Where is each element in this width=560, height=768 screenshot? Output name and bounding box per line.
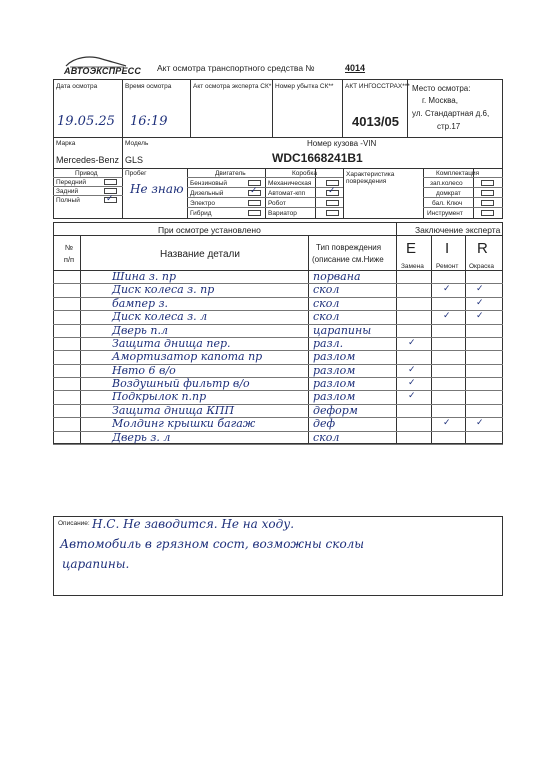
row-damage-type: скол	[313, 430, 340, 444]
kit-spare-wheel-checkbox[interactable]	[481, 180, 494, 186]
row-part-name: Диск колеса з. л	[112, 310, 208, 324]
col-r-subheader: Окраска	[469, 263, 494, 270]
drive-front-checkbox[interactable]	[104, 179, 117, 185]
gearbox-robot: Робот	[268, 200, 286, 207]
engine-electric: Электро	[190, 200, 215, 207]
row-damage-type: разлом	[313, 390, 356, 404]
row-check-r: ✓	[476, 297, 484, 308]
col-r-header: R	[477, 240, 488, 257]
place-line-2: ул. Стандартная д.6,	[412, 109, 490, 118]
place-line-1: г. Москва,	[422, 96, 458, 105]
row-damage-type: деформ	[313, 403, 358, 417]
drive-rear: Задний	[56, 188, 79, 195]
engine-hybrid: Гибрид	[190, 210, 212, 217]
row-part-name: Воздушный фильтр в/о	[112, 377, 250, 391]
company-logo	[60, 54, 142, 78]
description-line-3: царапины.	[62, 557, 130, 571]
row-part-name: Нвто 6 в/о	[112, 363, 176, 377]
col-i-header: I	[445, 240, 450, 257]
gearbox-cvt: Вариатор	[268, 210, 297, 217]
date-value: 19.05.25	[57, 114, 115, 129]
row-part-name: Диск колеса з. пр	[112, 283, 215, 297]
logo-text: АВТОЭКСПРЕСС	[64, 66, 142, 76]
row-part-name: Амортизатор капота пр	[112, 350, 263, 364]
description-label: Описание:	[58, 520, 90, 527]
gearbox-header: Коробка	[292, 170, 317, 177]
row-damage-type: разлом	[313, 363, 356, 377]
row-damage-type: разлом	[313, 377, 356, 391]
time-label: Время осмотра	[125, 83, 172, 90]
col-i-subheader: Ремонт	[436, 263, 459, 270]
act-number: 4014	[345, 63, 366, 73]
col-e-header: E	[406, 240, 417, 257]
row-part-name: Дверь з. л	[112, 430, 171, 444]
engine-diesel: Дизельный	[190, 190, 224, 197]
model-value: GLS	[125, 155, 144, 165]
ingosstrakh-value: 4013/05	[352, 114, 399, 129]
make-label: Марка	[56, 140, 76, 147]
row-check-i: ✓	[443, 284, 451, 295]
engine-petrol: Бензиновый	[190, 180, 228, 187]
mileage-header: Пробег	[125, 170, 147, 177]
kit-tools: Инструмент	[427, 210, 463, 217]
drive-awd-checkmark: ✓	[106, 194, 114, 204]
row-damage-type: скол	[313, 296, 340, 310]
vin-label: Номер кузова -VIN	[307, 139, 377, 148]
engine-hybrid-checkbox[interactable]	[248, 210, 261, 216]
row-divider	[53, 444, 503, 445]
time-value: 16:19	[130, 114, 168, 129]
date-label: Дата осмотра	[56, 83, 98, 90]
description-line-1: Н.С. Не заводится. Не на ходу.	[92, 517, 295, 531]
make-value: Mercedes-Benz	[56, 155, 120, 165]
row-damage-type: разлом	[313, 350, 356, 364]
gearbox-robot-checkbox[interactable]	[326, 200, 339, 206]
expert-label: Акт осмотра эксперта СК*	[193, 83, 272, 90]
row-part-name: бампер з.	[112, 296, 169, 310]
row-part-name: Защита днища КПП	[112, 403, 235, 417]
page-title: Акт осмотра транспортного средства №	[157, 63, 315, 73]
row-check-r: ✓	[476, 418, 484, 429]
engine-header: Двигатель	[215, 170, 246, 177]
type-header-2: (описание см.Ниже	[312, 255, 384, 264]
row-damage-type: деф	[313, 417, 336, 431]
row-damage-type: скол	[313, 283, 340, 297]
part-header: Название детали	[160, 249, 240, 260]
row-check-r: ✓	[476, 311, 484, 322]
row-damage-type: царапины	[313, 323, 372, 337]
kit-spare-wheel: зап.колесо	[430, 180, 463, 187]
row-check-r: ✓	[476, 284, 484, 295]
kit-tools-checkbox[interactable]	[481, 210, 494, 216]
vin-value: WDC1668241B1	[272, 151, 363, 165]
engine-diesel-checkmark: ✓	[250, 186, 258, 196]
model-label: Модель	[125, 140, 149, 147]
gearbox-manual: Механическая	[268, 180, 312, 187]
num-header: № п/п	[63, 243, 75, 264]
row-part-name: Молдинг крышки багаж	[112, 417, 256, 431]
place-line-3: стр.17	[437, 122, 461, 131]
findings-title: При осмотре установлено	[158, 225, 261, 235]
row-part-name: Дверь п.л	[112, 323, 168, 337]
kit-jack: домкрат	[436, 190, 461, 197]
row-check-e: ✓	[408, 364, 416, 375]
kit-header: Комплектация	[436, 170, 480, 177]
row-part-name: Защита днища пер.	[112, 336, 231, 350]
ingosstrakh-label: АКТ ИНГОССТРАХ***	[345, 83, 410, 90]
type-header-1: Тип повреждения	[316, 243, 382, 252]
drive-header: Привод	[75, 170, 98, 177]
drive-awd: Полный	[56, 197, 80, 204]
kit-wheel-wrench-checkbox[interactable]	[481, 200, 494, 206]
loss-number-label: Номер убытка СК**	[275, 83, 334, 90]
drive-front: Передний	[56, 179, 87, 186]
kit-wheel-wrench: бал. Ключ	[432, 200, 463, 207]
place-label: Место осмотра:	[412, 84, 471, 93]
engine-electric-checkbox[interactable]	[248, 200, 261, 206]
row-check-e: ✓	[408, 337, 416, 348]
row-damage-type: скол	[313, 310, 340, 324]
gearbox-automatic: Автомат-кпп	[268, 190, 306, 197]
description-line-2: Автомобиль в грязном сост, возможны сколы	[60, 537, 365, 551]
mileage-value: Не знаю	[130, 182, 184, 196]
kit-jack-checkbox[interactable]	[481, 190, 494, 196]
row-damage-type: порвана	[313, 270, 361, 283]
row-check-e: ✓	[408, 391, 416, 402]
row-damage-type: разл.	[313, 336, 344, 350]
row-part-name: Шина з. пр	[112, 270, 177, 283]
row-check-i: ✓	[443, 311, 451, 322]
col-e-subheader: Замена	[401, 263, 424, 270]
gearbox-automatic-checkmark: ✓	[328, 186, 336, 196]
row-check-i: ✓	[443, 418, 451, 429]
conclusion-header: Заключение эксперта	[415, 225, 501, 235]
damage-char-header: Характеристика повреждения	[346, 171, 395, 186]
row-part-name: Подкрылок п.пр	[112, 390, 207, 404]
gearbox-cvt-checkbox[interactable]	[326, 210, 339, 216]
row-check-e: ✓	[408, 378, 416, 389]
